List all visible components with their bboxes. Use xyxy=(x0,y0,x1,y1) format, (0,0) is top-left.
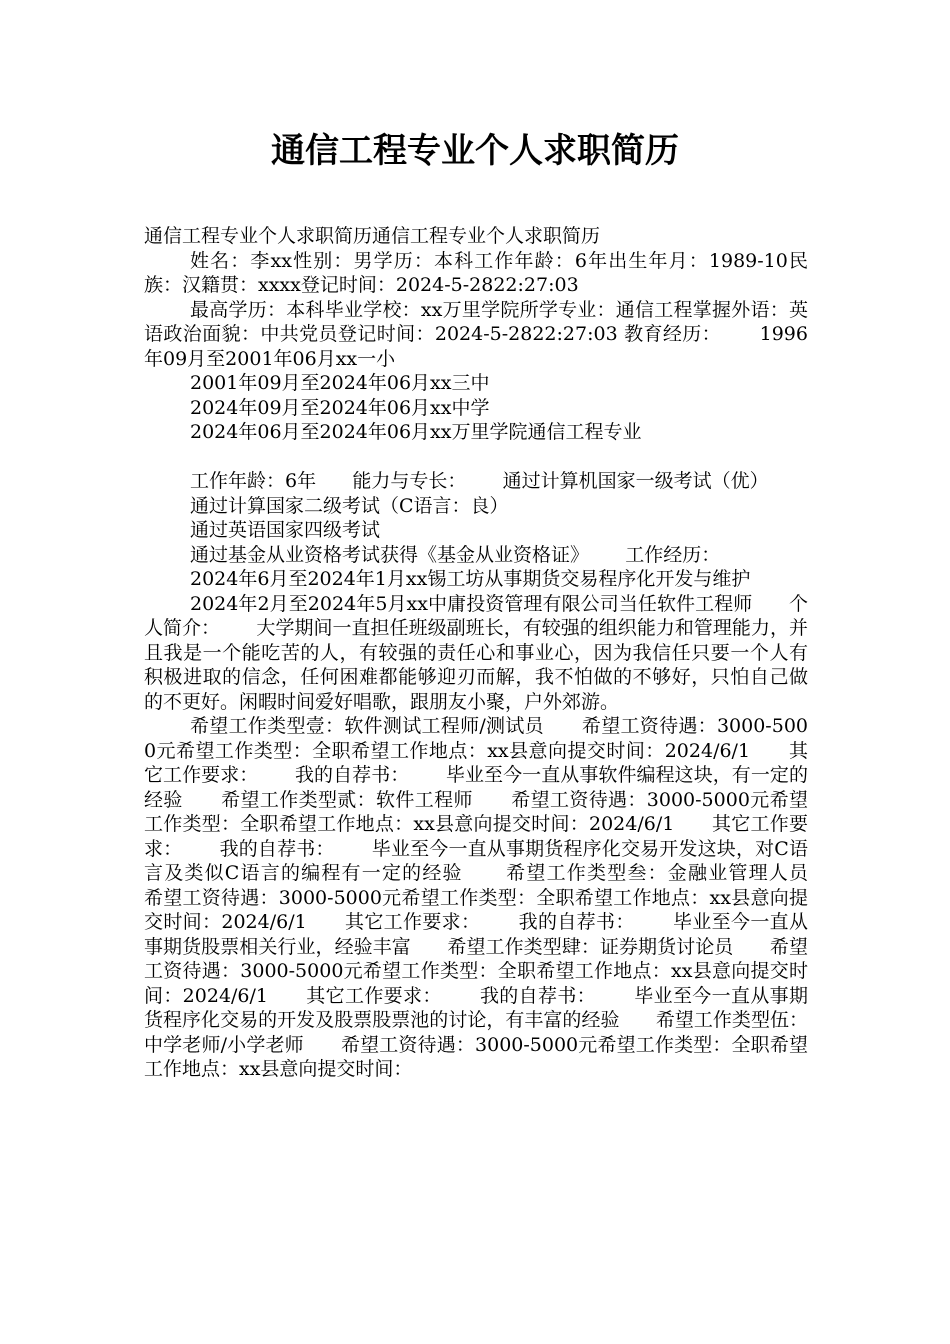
paragraph: 2024年06月至2024年06月xx万里学院通信工程专业 xyxy=(190,421,642,443)
document-title: 通信工程专业个人求职简历 xyxy=(271,131,679,171)
paragraph: 通过计算国家二级考试（C语言：良） xyxy=(190,494,509,517)
paragraph: 2024年6月至2024年1月xx锡工坊从事期货交易程序化开发与维护 xyxy=(190,568,751,590)
paragraph: 姓名：李xx性别：男学历：本科工作年龄：6年出生年月：1989-10民族：汉籍贯：xxxx登记时间：2024-5-2822:27:03 xyxy=(144,249,808,296)
paragraph: 工作年龄：6年 能力与专长： 通过计算机国家一级考试（优） xyxy=(190,470,769,492)
paragraph: 2024年09月至2024年06月xx中学 xyxy=(190,396,490,419)
paragraph: 通过英语国家四级考试 xyxy=(190,519,381,541)
paragraph xyxy=(144,445,808,470)
paragraph: 2024年2月至2024年5月xx中庸投资管理有限公司当任软件工程师 个人简介： 大学期间一直担任班级副班长，有较强的组织能力和管理能力，并且我是一个能吃苦的人，有较强的责任心和事业心，因为我信任只要一个人有积极进取的信念，任何困难都能够迎刃而解，我不怕做的不够好，只怕自己做的不更好。闲暇时间爱好唱歌，跟朋友小聚，户外郊游。 xyxy=(144,592,808,713)
document-body xyxy=(144,224,845,1082)
paragraph: 最高学历：本科毕业学校：xx万里学院所学专业：通信工程掌握外语：英语政治面貌：中共党员登记时间：2024-5-2822:27:03 教育经历： 1996年09月至2001年06月xx一小 xyxy=(144,298,808,370)
paragraph: 通信工程专业个人求职简历通信工程专业个人求职简历 xyxy=(144,225,601,247)
paragraph: 希望工作类型壹：软件测试工程师/测试员 希望工资待遇：3000-5000元希望工作类型：全职希望工作地点：xx县意向提交时间：2024/6/1 其它工作要求： 我的自荐书： 毕业至今一直从事软件编程这块，有一定的经验 希望工作类型贰：软件工程师 希望工资待遇：3000-5000元希望工作类型：全职希望工作地点：xx县意向提交时间：2024/6/1 其它工作要求： 我的自荐书： 毕业至今一直从事期货程序化交易开发这块，对C语言及类似C语言的编程有一定的经验 希望工作类型叁：金融业管理人员 希望工资待遇：3000-5000元希望工作类型：全职希望工作地点：xx县意向提交时间：2024/6/1 其它工作要求： 我的自荐书： 毕业至今一直从事期货股票相关行业，经验丰富 希望工作类型肆：证券期货讨论员 希望工资待遇：3000-5000元希望工作类型：全职希望工作地点：xx县意向提交时间：2024/6/1 其它工作要求： 我的自荐书： 毕业至今一直从事期货程序化交易的开发及股票股票池的讨论，有丰富的经验 希望工作类型伍：中学老师/小学老师 希望工资待遇：3000-5000元希望工作类型：全职希望工作地点：xx县意向提交时间： xyxy=(144,715,845,1080)
paragraph: 2001年09月至2024年06月xx三中 xyxy=(190,372,490,394)
paragraph: 通过基金从业资格考试获得《基金从业资格证》 工作经历： xyxy=(190,543,721,566)
